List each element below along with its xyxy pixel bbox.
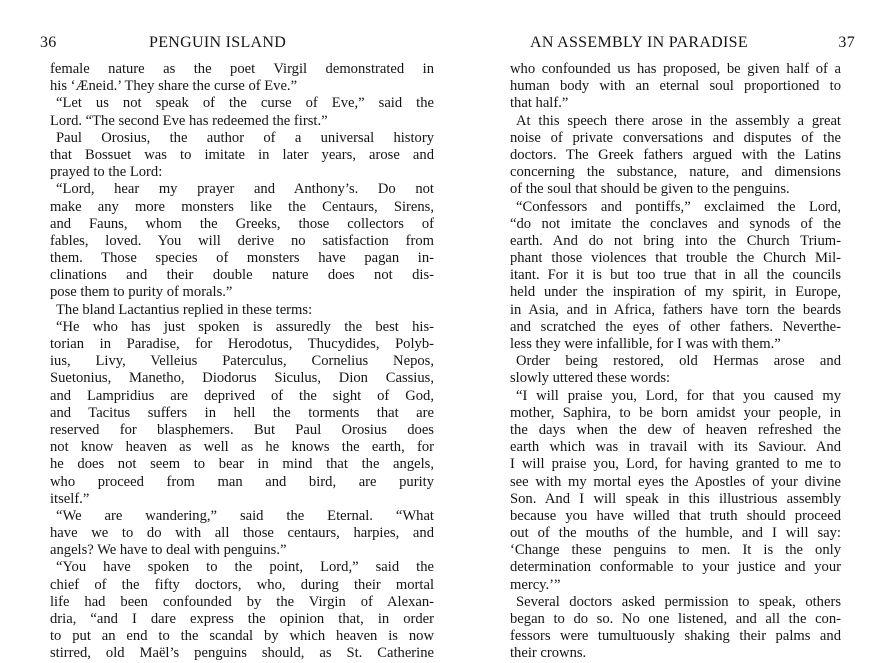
text-line: that half.” xyxy=(510,95,569,112)
running-head: PENGUIN ISLAND xyxy=(149,34,287,51)
text-line: phant those violences that trouble the Church Mil- xyxy=(510,250,841,267)
text-line: he does not seem to bear in mind that the angels, xyxy=(50,456,434,473)
page-number: 36 xyxy=(40,34,57,51)
text-line: mercy.’” xyxy=(510,576,561,593)
text-line: of the soul that should be given to the penguins. xyxy=(510,181,790,198)
text-line: not know heaven as well as he knows the earth, for xyxy=(50,439,434,456)
text-line: out of the mouths of the humble, and I will say: xyxy=(510,525,841,542)
text-line: make any more monsters like the Centaurs, Sirens, xyxy=(50,198,434,215)
text-line: Son. And I will speak in this illustrious assembly xyxy=(510,490,841,507)
text-line: that Bossuet was to imitate in later years, arose and xyxy=(50,146,434,163)
text-line: fessors were tumultuously shaking their palms and xyxy=(510,628,841,645)
text-line: clinations and their double nature does not dis- xyxy=(50,267,434,284)
text-line: see with my mortal eyes the Apostles of your divine xyxy=(510,473,841,490)
text-line: in Asia, and in Africa, fathers have torn the beards xyxy=(510,301,841,318)
text-line: the days when the dew of heaven refreshed the xyxy=(510,421,841,438)
text-line: life had been confounded by the Virgin of Alexan- xyxy=(50,593,434,610)
text-line: have we to do with all those centaurs, harpies, and xyxy=(50,525,434,542)
text-line: began to do so. No one listened, and all the con- xyxy=(510,611,841,627)
text-line: “We are wandering,” said the Eternal. “What xyxy=(56,507,434,524)
text-line: concerning the substance, nature, and dimensions xyxy=(510,164,841,181)
text-line: The bland Lactantius replied in these terms: xyxy=(56,301,313,318)
text-line: itself.” xyxy=(50,490,90,507)
text-line: “Confessors and pontiffs,” exclaimed the Lord, xyxy=(516,198,841,215)
text-line: and Tacitus suffers in hell the torments that are xyxy=(50,404,434,421)
text-line: and scratched the eyes of other fathers. Neverthe- xyxy=(510,318,841,335)
text-line: noise of private conversations and disputes of the xyxy=(510,129,841,146)
text-line: female nature as the poet Virgil demonstrated in xyxy=(50,61,434,77)
text-line: “Let us not speak of the curse of Eve,” said the xyxy=(56,95,434,112)
text-line: At this speech there arose in the assembly a great xyxy=(516,112,841,129)
text-line: Suetonius, Manetho, Diodorus Siculus, Dion Cassius, xyxy=(50,370,434,387)
text-line: prayed to the Lord: xyxy=(50,164,163,181)
text-line: torian in Paradise, for Herodotus, Thucydides, Polyb- xyxy=(50,336,434,352)
running-head: AN ASSEMBLY IN PARADISE xyxy=(530,34,748,51)
right-page xyxy=(510,0,855,662)
text-line: and Lampridius are deprived of the sight of God, xyxy=(50,387,434,404)
left-page-text xyxy=(50,61,434,663)
right-page-text xyxy=(510,61,841,663)
text-line: ius, Livy, Velleius Paterculus, Cornelius Nepos, xyxy=(50,353,434,370)
text-line: who proceed from man and bird, are purity xyxy=(50,473,434,490)
text-line: determination conformable to your justice and your xyxy=(510,559,841,576)
text-line: human body with an eternal soul proportioned to xyxy=(510,78,841,95)
text-line: Order being restored, old Hermas arose and xyxy=(516,353,841,370)
text-line: who confounded us has proposed, be given half of a xyxy=(510,61,841,77)
text-line: dria, “and I dare express the opinion that, in order xyxy=(50,611,434,627)
text-line: “You have spoken to the point, Lord,” said the xyxy=(56,559,434,576)
text-line: doctors. The Greek fathers argued with the Latins xyxy=(510,146,841,163)
text-line: earth which was in travail with its Saviour. And xyxy=(510,439,841,456)
text-line: ‘Change these penguins to men. It is the only xyxy=(510,542,841,559)
page-number: 37 xyxy=(838,34,855,51)
text-line: chief of the fifty doctors, who, during their mortal xyxy=(50,576,434,593)
text-line: held under the inspiration of my spirit, in Europe, xyxy=(510,284,841,301)
text-line: his ‘Æneid.’ They share the curse of Eve.” xyxy=(50,78,298,95)
text-line: itant. For it is but too true that in all the councils xyxy=(510,267,841,284)
text-line: Several doctors asked permission to speak, others xyxy=(516,593,841,610)
text-line: less they were infallible, for I was with them.” xyxy=(510,336,781,352)
text-line: reserved for blasphemers. But Paul Orosius does xyxy=(50,421,434,438)
text-line: to put an end to the scandal by which heaven is now xyxy=(50,628,434,645)
text-line: earth. And do not bring into the Church Trium- xyxy=(510,232,841,249)
text-line: them. Those species of monsters have pagan in- xyxy=(50,250,434,267)
text-line: Lord. “The second Eve has redeemed the first.” xyxy=(50,112,328,129)
left-page xyxy=(40,0,434,662)
text-line: fables, loved. You will derive no satisfaction from xyxy=(50,232,434,249)
text-line: their crowns. xyxy=(510,645,587,662)
left-page-header xyxy=(40,34,434,54)
right-page-header xyxy=(510,34,855,54)
text-line: Paul Orosius, the author of a universal history xyxy=(56,129,434,146)
text-line: because you have willed that truth should proceed xyxy=(510,507,841,524)
text-line: angels? We have to deal with penguins.” xyxy=(50,542,287,559)
text-line: “do not imitate the conclaves and synods of the xyxy=(510,215,841,232)
text-line: “I will praise you, Lord, for that you caused my xyxy=(516,387,841,404)
text-line: I will praise you, Lord, for having granted to me to xyxy=(510,456,841,473)
text-line: and Fauns, whom the Greeks, those collectors of xyxy=(50,215,434,232)
text-line: stirred, old Maël’s penguins should, as St. Catherine xyxy=(50,645,434,662)
text-line: slowly uttered these words: xyxy=(510,370,671,387)
text-line: mother, Saphira, to be born amidst your people, in xyxy=(510,404,841,421)
text-line: “Lord, hear my prayer and Anthony’s. Do not xyxy=(56,181,434,198)
text-line: “He who has just spoken is assuredly the best his- xyxy=(56,318,434,335)
text-line: pose them to purity of morals.” xyxy=(50,284,233,301)
